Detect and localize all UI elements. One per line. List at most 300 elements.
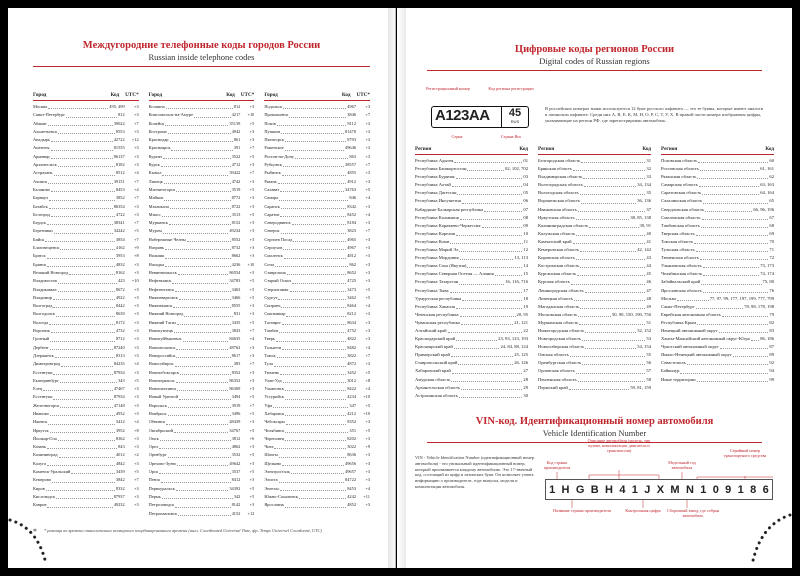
phone-code-row <box>33 252 139 260</box>
city-code: 4732 <box>115 328 125 334</box>
vin-character: J <box>644 483 651 496</box>
city-code: 812 <box>118 112 125 118</box>
region-name: Республика Башкортостан <box>415 166 467 172</box>
phone-code-row <box>33 360 139 368</box>
city-name: Сочи <box>264 261 274 267</box>
leader-dots <box>50 427 115 433</box>
city-utc: +3 <box>365 477 371 483</box>
region-name: Республика Дагестан <box>415 190 457 196</box>
city-code: 84722 <box>345 477 357 483</box>
leader-dots <box>280 485 346 491</box>
city-utc: +9 <box>365 444 371 450</box>
region-name: Тюменская область <box>661 255 699 261</box>
city-code: 38557 <box>345 162 357 168</box>
city-code: 42722 <box>113 137 125 143</box>
city-code: 8412 <box>231 477 241 483</box>
region-code: 79 <box>769 311 774 317</box>
region-code: 67 <box>769 214 774 220</box>
city-name: Стерлитамак <box>264 286 289 292</box>
phone-codes-title: Междугородние телефонные коды городов России <box>82 40 321 51</box>
vin-character: 9 <box>725 483 732 496</box>
city-code: 3812 <box>231 435 241 441</box>
city-utc: +3 <box>365 153 371 159</box>
city-code: 87937 <box>113 493 125 499</box>
city-code: 3852 <box>115 195 125 201</box>
city-name: Калуга <box>33 460 46 466</box>
leader-dots <box>161 161 231 167</box>
region-code: 31 <box>646 158 651 163</box>
header-city: Город <box>33 92 47 98</box>
phone-code-row <box>33 302 139 310</box>
phone-code-row <box>264 128 370 136</box>
decorative-dotted-curve-left <box>8 518 68 568</box>
leader-dots <box>50 344 113 350</box>
phone-code-row <box>264 393 370 401</box>
city-utc: +3 <box>249 444 255 450</box>
phone-code-row <box>264 327 370 335</box>
city-code: 48439 <box>229 419 241 425</box>
phone-column <box>264 92 370 518</box>
region-name: Ярославская область <box>661 287 702 293</box>
region-name: Ставропольский край <box>415 360 458 366</box>
region-code: 59, 81, 159 <box>630 384 651 390</box>
phone-code-row <box>149 451 255 459</box>
city-code: 4812 <box>347 253 357 259</box>
city-code: 8202 <box>347 435 357 441</box>
city-code: 49642 <box>229 460 241 466</box>
leader-dots <box>159 443 230 449</box>
phone-code-row <box>33 501 139 509</box>
city-utc: +5 <box>249 294 255 300</box>
city-name: Апатиты <box>33 145 50 151</box>
city-utc: +3 <box>249 303 255 309</box>
region-code: 83 <box>769 327 774 333</box>
city-code: 3846 <box>347 112 357 118</box>
city-utc: +5 <box>365 369 371 375</box>
vin-label-description: Описание автомобиля (модель, тип кузова, комплектация, двигатель и трансмиссия) <box>587 438 651 453</box>
city-code: 34783 <box>229 278 241 284</box>
city-code: 4965 <box>347 236 357 242</box>
title-divider <box>33 66 370 67</box>
phone-code-row <box>264 111 370 119</box>
leader-dots <box>173 302 230 308</box>
city-name: Ковров <box>33 502 47 508</box>
phone-code-row <box>264 360 370 368</box>
city-utc: +5 <box>249 493 255 499</box>
phone-code-row <box>33 111 139 119</box>
city-name: Электросталь <box>264 469 290 475</box>
phone-code-row <box>264 252 370 260</box>
leader-dots <box>47 252 115 258</box>
city-name: Владимир <box>33 294 52 300</box>
city-name: Орехово-Зуево <box>148 460 177 466</box>
city-name: Вологда <box>33 319 49 325</box>
header-code: Код <box>519 146 528 152</box>
leader-dots <box>194 111 231 117</box>
leader-dots <box>177 319 230 325</box>
city-name: Оренбург <box>148 452 167 458</box>
region-code: 45 <box>646 271 651 277</box>
region-code: 40 <box>646 230 651 236</box>
city-code: 49234 <box>229 228 241 234</box>
phone-code-row <box>149 194 255 202</box>
city-code: 8652 <box>347 269 357 275</box>
phone-code-row <box>149 476 255 484</box>
city-utc: +3 <box>134 344 139 350</box>
phone-code-row <box>264 427 370 435</box>
leader-dots <box>51 327 115 333</box>
city-utc: +3 <box>365 236 371 242</box>
city-code: 49646 <box>345 145 357 151</box>
city-name: Петрозаводск <box>148 502 175 508</box>
region-codes-title: Цифровые коды регионов России <box>514 44 675 55</box>
city-name: Нижнекамск <box>148 303 173 309</box>
city-utc: +5 <box>249 153 255 159</box>
city-code: 8732 <box>231 245 241 251</box>
city-utc: +3 <box>134 410 139 416</box>
city-code: 3012 <box>347 377 357 383</box>
city-name: Норильск <box>148 402 167 408</box>
phone-code-row <box>149 136 255 144</box>
city-code: 495, 499 <box>109 104 125 109</box>
city-utc: +5 <box>249 186 255 192</box>
vin-character: 1 <box>700 483 707 496</box>
header-code: Код <box>341 92 351 98</box>
city-code: 4752 <box>347 328 357 334</box>
region-code: 19 <box>523 303 528 309</box>
leader-dots <box>48 103 108 109</box>
city-name: Невинномысск <box>148 269 177 275</box>
region-name: Рязанская область <box>661 174 697 180</box>
city-code: 3854 <box>115 236 125 242</box>
city-name: Архангельск <box>33 162 57 168</box>
city-utc: +3 <box>365 460 371 466</box>
city-utc: +3 <box>365 253 371 259</box>
leader-dots <box>45 236 115 242</box>
phone-code-row <box>264 468 370 476</box>
phone-code-row <box>264 178 370 186</box>
region-code: 99 <box>769 376 774 382</box>
region-code: 34, 134 <box>637 182 651 188</box>
city-code: 3842 <box>115 477 125 483</box>
leader-dots <box>51 144 113 150</box>
city-name: Серпухов <box>264 245 283 251</box>
phone-codes-subtitle: Russian inside telephone codes <box>148 52 255 62</box>
city-code: 39422 <box>229 170 241 176</box>
phone-code-row <box>264 294 370 302</box>
phone-code-row <box>149 501 255 509</box>
city-utc: +4 <box>249 336 255 342</box>
right-page <box>397 8 792 568</box>
city-name: Саратов <box>264 211 280 217</box>
region-name: Чукотский автономный округ <box>661 344 719 350</box>
city-code: 3519 <box>231 186 241 192</box>
region-name: Брянская область <box>538 166 572 172</box>
city-name: Владикавказ <box>33 286 57 292</box>
phone-code-row <box>264 302 370 310</box>
city-utc: +9 <box>134 245 139 251</box>
city-name: Кострома <box>148 128 167 134</box>
region-name: Республика Карачаево-Черкессия <box>415 222 481 228</box>
leader-dots <box>280 369 346 375</box>
leader-dots <box>53 302 115 308</box>
city-code: 39151 <box>113 178 125 184</box>
city-utc: +11 <box>363 493 371 499</box>
footnote: * разница во времени относительно всемирного координированного времени (англ. Coordinated Universal Time, фр. Temps Universel Coordonné, UTC) <box>44 528 322 533</box>
leader-dots <box>53 369 112 375</box>
region-name: Республика Коми <box>415 238 450 244</box>
leader-dots <box>159 468 230 474</box>
phone-code-row <box>33 319 139 327</box>
region-name: Республика Адыгея <box>415 158 454 163</box>
city-name: Иркутск <box>33 427 49 433</box>
city-utc: +3 <box>365 361 371 367</box>
city-code: 8552 <box>231 236 241 242</box>
region-name: Забайкальский край <box>661 279 701 285</box>
region-name: Красноярский край <box>415 344 453 350</box>
region-code: 55 <box>646 352 651 358</box>
city-utc: +5 <box>365 402 371 408</box>
region-name: Воронежская область <box>538 198 581 204</box>
leader-dots <box>49 194 115 200</box>
region-code: 69 <box>769 230 774 236</box>
vin-label-model-year: Модельный год автомобиля <box>668 460 696 470</box>
phone-code-row <box>149 385 255 393</box>
region-code: 24, 84, 88, 124 <box>500 344 528 350</box>
phone-code-row <box>264 443 370 451</box>
leader-dots <box>53 393 112 399</box>
region-code: 13, 113 <box>514 255 528 261</box>
city-code: 8555 <box>231 303 241 309</box>
region-name: Республика Северная Осетия — Алания <box>415 271 494 277</box>
city-name: Нефтеюганск <box>148 286 175 292</box>
city-code: 81555 <box>113 145 125 151</box>
city-name: Елец <box>33 386 43 392</box>
leader-dots <box>51 153 113 159</box>
phone-code-row <box>149 186 255 194</box>
leader-dots <box>168 410 231 416</box>
city-name: Екатеринбург <box>33 377 59 383</box>
city-code: 35139 <box>229 120 241 126</box>
city-name: Курган <box>148 153 162 159</box>
city-utc: +4 <box>365 195 371 201</box>
phone-code-row <box>33 153 139 161</box>
city-utc: +3 <box>249 128 255 134</box>
phone-code-row <box>149 153 255 161</box>
city-name: Новочебоксарск <box>148 369 180 375</box>
vin-character: X <box>656 483 665 496</box>
region-name: Кемеровская область <box>538 247 580 253</box>
leader-dots <box>58 161 115 167</box>
city-name: Тамбов <box>264 328 279 334</box>
city-name: Томск <box>264 352 276 358</box>
city-code: 3952 <box>115 427 125 433</box>
leader-dots <box>47 501 112 507</box>
city-code: 4932 <box>115 410 125 416</box>
region-name: Чувашская республика <box>415 319 460 325</box>
region-code: 49 <box>646 303 651 309</box>
city-name: Ессентуки <box>33 369 53 375</box>
city-name: Кемерово <box>33 477 52 483</box>
region-codes-subtitle: Digital codes of Russian regions <box>539 56 650 66</box>
city-utc: +4 <box>134 186 139 192</box>
phone-code-row <box>264 485 370 493</box>
city-code: 3522 <box>231 153 241 159</box>
city-code: 34763 <box>345 186 357 192</box>
city-name: Альметьевск <box>33 128 58 134</box>
phone-code-row <box>264 476 370 484</box>
footnote-mark: * <box>33 527 37 536</box>
city-code: 4942 <box>231 128 241 134</box>
leader-dots <box>299 493 346 499</box>
region-code: 14 <box>523 263 528 269</box>
phone-code-row <box>33 269 139 277</box>
city-code: 3843 <box>231 328 241 334</box>
leader-dots <box>165 244 231 250</box>
city-code: 87934 <box>113 369 125 375</box>
region-code: 27 <box>523 368 528 374</box>
region-name: Республика Татарстан <box>415 279 459 285</box>
header-code: Код <box>110 92 120 98</box>
city-name: Омск <box>148 435 159 441</box>
region-name: Ростовская область <box>661 166 699 172</box>
phone-code-row <box>33 169 139 177</box>
city-code: 347 <box>349 402 357 408</box>
city-name: Каменск-Уральский <box>33 469 71 475</box>
city-utc: +3 <box>249 460 255 466</box>
city-utc: +3 <box>249 220 255 226</box>
phone-column <box>149 92 255 518</box>
phone-code-row <box>264 186 370 194</box>
city-name: Щелково <box>264 460 282 466</box>
city-code: 8453 <box>347 485 357 491</box>
region-code: 73, 173 <box>760 263 774 269</box>
city-utc: +7 <box>365 162 371 168</box>
city-name: Йошкар-Ола <box>33 435 57 441</box>
city-utc: +3 <box>365 137 371 143</box>
phone-code-row <box>149 443 255 451</box>
header-region: Регион <box>415 146 432 152</box>
city-utc: +2 <box>134 452 139 458</box>
leader-dots <box>176 352 230 358</box>
phone-code-row <box>149 352 255 360</box>
city-utc: +3 <box>134 294 139 300</box>
region-code: 23, 93, 123, 193 <box>498 336 528 342</box>
region-name: Томская область <box>661 238 694 244</box>
city-name: Муром <box>148 228 162 234</box>
city-name: Чебоксары <box>264 419 285 425</box>
city-name: Первоуральск <box>148 485 175 491</box>
phone-code-row <box>33 443 139 451</box>
phone-column-header <box>33 92 139 101</box>
phone-code-row <box>264 460 370 468</box>
header-region: Регион <box>538 146 555 152</box>
phone-code-row <box>264 310 370 318</box>
city-utc: +3 <box>365 502 371 508</box>
phone-code-row <box>33 103 139 111</box>
phone-code-row <box>149 111 255 119</box>
phone-code-row <box>149 327 255 335</box>
city-utc: +6 <box>249 435 255 441</box>
region-code: 56 <box>646 360 651 366</box>
city-name: Сергиев Посад <box>264 236 293 242</box>
region-code: 70 <box>769 238 774 244</box>
city-name: Смоленск <box>264 253 283 259</box>
city-utc: +3 <box>134 460 139 466</box>
city-code: 3435 <box>231 319 241 325</box>
city-name: Рубцовск <box>264 162 282 168</box>
city-utc: +3 <box>365 435 371 441</box>
vin-label-country-code: Код страны производителя <box>543 460 571 470</box>
city-utc: +5 <box>365 294 371 300</box>
leader-dots <box>161 476 231 482</box>
city-code: 3919 <box>231 402 241 408</box>
city-name: Энгельс <box>264 485 280 491</box>
leader-dots <box>163 153 231 159</box>
leader-dots <box>164 178 231 184</box>
city-name: Нижний Тагил <box>148 319 177 325</box>
city-code: 4855 <box>347 170 357 176</box>
phone-code-row <box>264 335 370 343</box>
city-utc: +7 <box>134 120 139 126</box>
leader-dots <box>282 344 346 350</box>
phone-code-row <box>149 427 255 435</box>
city-code: 4832 <box>115 261 125 267</box>
region-name: Новгородская область <box>538 336 582 342</box>
phone-code-row <box>149 460 255 468</box>
phone-code-row <box>33 435 139 443</box>
city-code: 87934 <box>113 394 125 400</box>
city-utc: +7 <box>249 145 255 151</box>
phone-code-row <box>149 485 255 493</box>
leader-dots <box>162 493 233 499</box>
vin-character: 6 <box>762 483 769 496</box>
region-code: 11 <box>523 238 528 244</box>
city-utc: +12 <box>247 510 255 516</box>
city-code: 34242 <box>113 228 125 234</box>
region-name: Архангельская область <box>415 384 461 390</box>
leader-dots <box>176 186 230 192</box>
leader-dots <box>282 169 346 175</box>
city-utc: +3 <box>365 328 371 334</box>
region-name: Иркутская область <box>538 214 575 220</box>
region-name: Смоленская область <box>661 214 701 220</box>
city-code: 8712 <box>115 336 125 342</box>
phone-code-row <box>33 178 139 186</box>
region-code: 94 <box>769 368 774 374</box>
phone-code-row <box>264 385 370 393</box>
phone-column-header <box>149 92 255 101</box>
region-code: 74, 174 <box>760 271 774 277</box>
region-code: 18 <box>523 295 528 301</box>
city-code: 8172 <box>115 319 125 325</box>
city-code: 4862 <box>231 444 241 450</box>
region-name: Волгоградская область <box>538 182 583 188</box>
city-utc: +8 <box>365 377 371 383</box>
leader-dots <box>168 128 231 134</box>
leader-dots <box>278 294 346 300</box>
phone-code-row <box>149 211 255 219</box>
phone-code-row <box>149 236 255 244</box>
leader-dots <box>165 252 230 258</box>
region-code: 61, 161 <box>760 166 774 172</box>
region-code: 41 <box>646 238 651 244</box>
city-name: Тверь <box>264 336 276 342</box>
city-code: 3462 <box>347 294 357 300</box>
phone-code-row <box>33 186 139 194</box>
city-utc: +4 <box>134 419 139 425</box>
city-code: 8182 <box>115 162 125 168</box>
